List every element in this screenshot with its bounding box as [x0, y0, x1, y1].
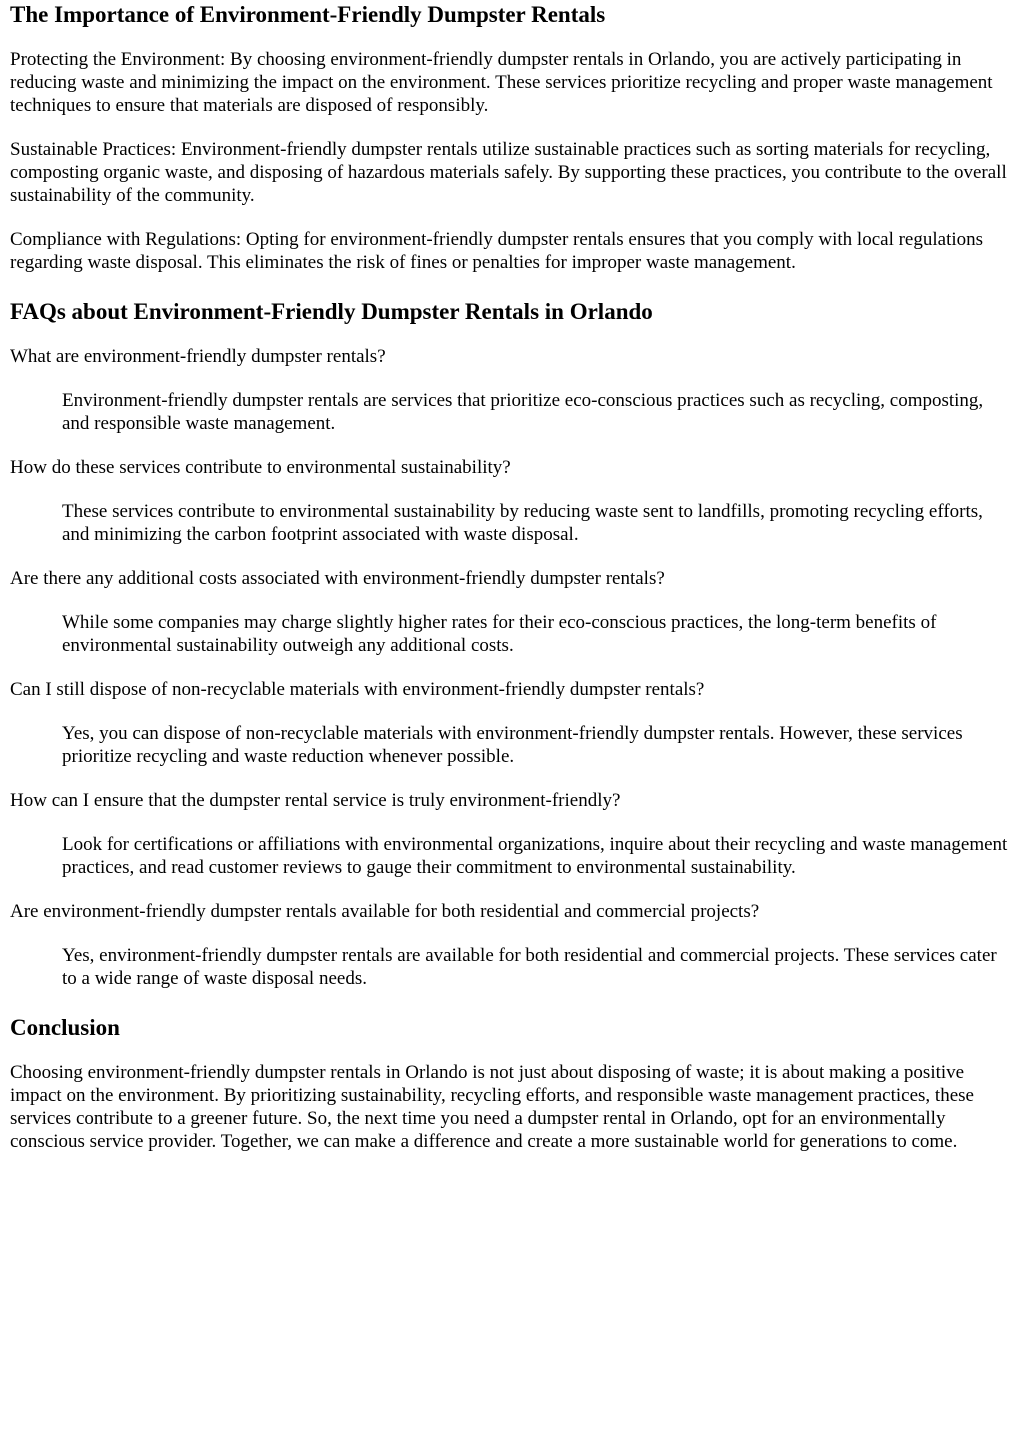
- protecting-environment-paragraph: Protecting the Environment: By choosing environment-friendly dumpster rentals in Orlando, you are actively participating in reducing waste and minimizing the impact on the environment. These services prioritize recycling and proper waste management techniques to ensure that materials are disposed of responsibly.: [10, 49, 993, 116]
- faq-answer: These services contribute to environmental sustainability by reducing waste sent to landfills, promoting recycling efforts, and minimizing the carbon footprint associated with waste disposal.: [62, 501, 983, 545]
- faq-question: How can I ensure that the dumpster rental service is truly environment-friendly?: [10, 790, 621, 811]
- faq-question: Are there any additional costs associated with environment-friendly dumpster rentals?: [10, 568, 665, 589]
- conclusion-paragraph: Choosing environment-friendly dumpster rentals in Orlando is not just about disposing of waste; it is about making a positive impact on the environment. By prioritizing sustainability, recycling efforts, and responsible waste management practices, these services contribute to a greener future. So, the next time you need a dumpster rental in Orlando, opt for an environmentally conscious service provider. Together, we can make a difference and create a more sustainable world for generations to come.: [10, 1062, 974, 1152]
- faq-question: How do these services contribute to environmental sustainability?: [10, 457, 511, 478]
- faqs-heading: FAQs about Environment-Friendly Dumpster Rentals in Orlando: [10, 299, 653, 324]
- faq-list: [10, 345, 1014, 990]
- faq-question: Are environment-friendly dumpster rentals available for both residential and commercial projects?: [10, 901, 760, 922]
- importance-heading: The Importance of Environment-Friendly Dumpster Rentals: [10, 2, 606, 27]
- conclusion-heading: Conclusion: [10, 1015, 120, 1040]
- sustainable-practices-paragraph: Sustainable Practices: Environment-friendly dumpster rentals utilize sustainable practices such as sorting materials for recycling, composting organic waste, and disposing of hazardous materials safely. By supporting these practices, you contribute to the overall sustainability of the community.: [10, 139, 1007, 206]
- faq-answer: While some companies may charge slightly higher rates for their eco-conscious practices, the long-term benefits of environmental sustainability outweigh any additional costs.: [62, 612, 937, 656]
- compliance-paragraph: Compliance with Regulations: Opting for environment-friendly dumpster rentals ensures that you comply with local regulations regarding waste disposal. This eliminates the risk of fines or penalties for improper waste management.: [10, 229, 984, 273]
- faq-question: Can I still dispose of non-recyclable materials with environment-friendly dumpster rentals?: [10, 679, 705, 700]
- faq-answer: Yes, you can dispose of non-recyclable materials with environment-friendly dumpster rentals. However, these services prioritize recycling and waste reduction whenever possible.: [62, 723, 963, 767]
- faq-answer: Yes, environment-friendly dumpster rentals are available for both residential and commercial projects. These services cater to a wide range of waste disposal needs.: [62, 945, 997, 989]
- faq-answer: Look for certifications or affiliations with environmental organizations, inquire about their recycling and waste management practices, and read customer reviews to gauge their commitment to environmental sustainability.: [62, 834, 1008, 878]
- faq-question: What are environment-friendly dumpster rentals?: [10, 346, 386, 367]
- faq-answer: Environment-friendly dumpster rentals are services that prioritize eco-conscious practices such as recycling, composting, and responsible waste management.: [62, 390, 984, 434]
